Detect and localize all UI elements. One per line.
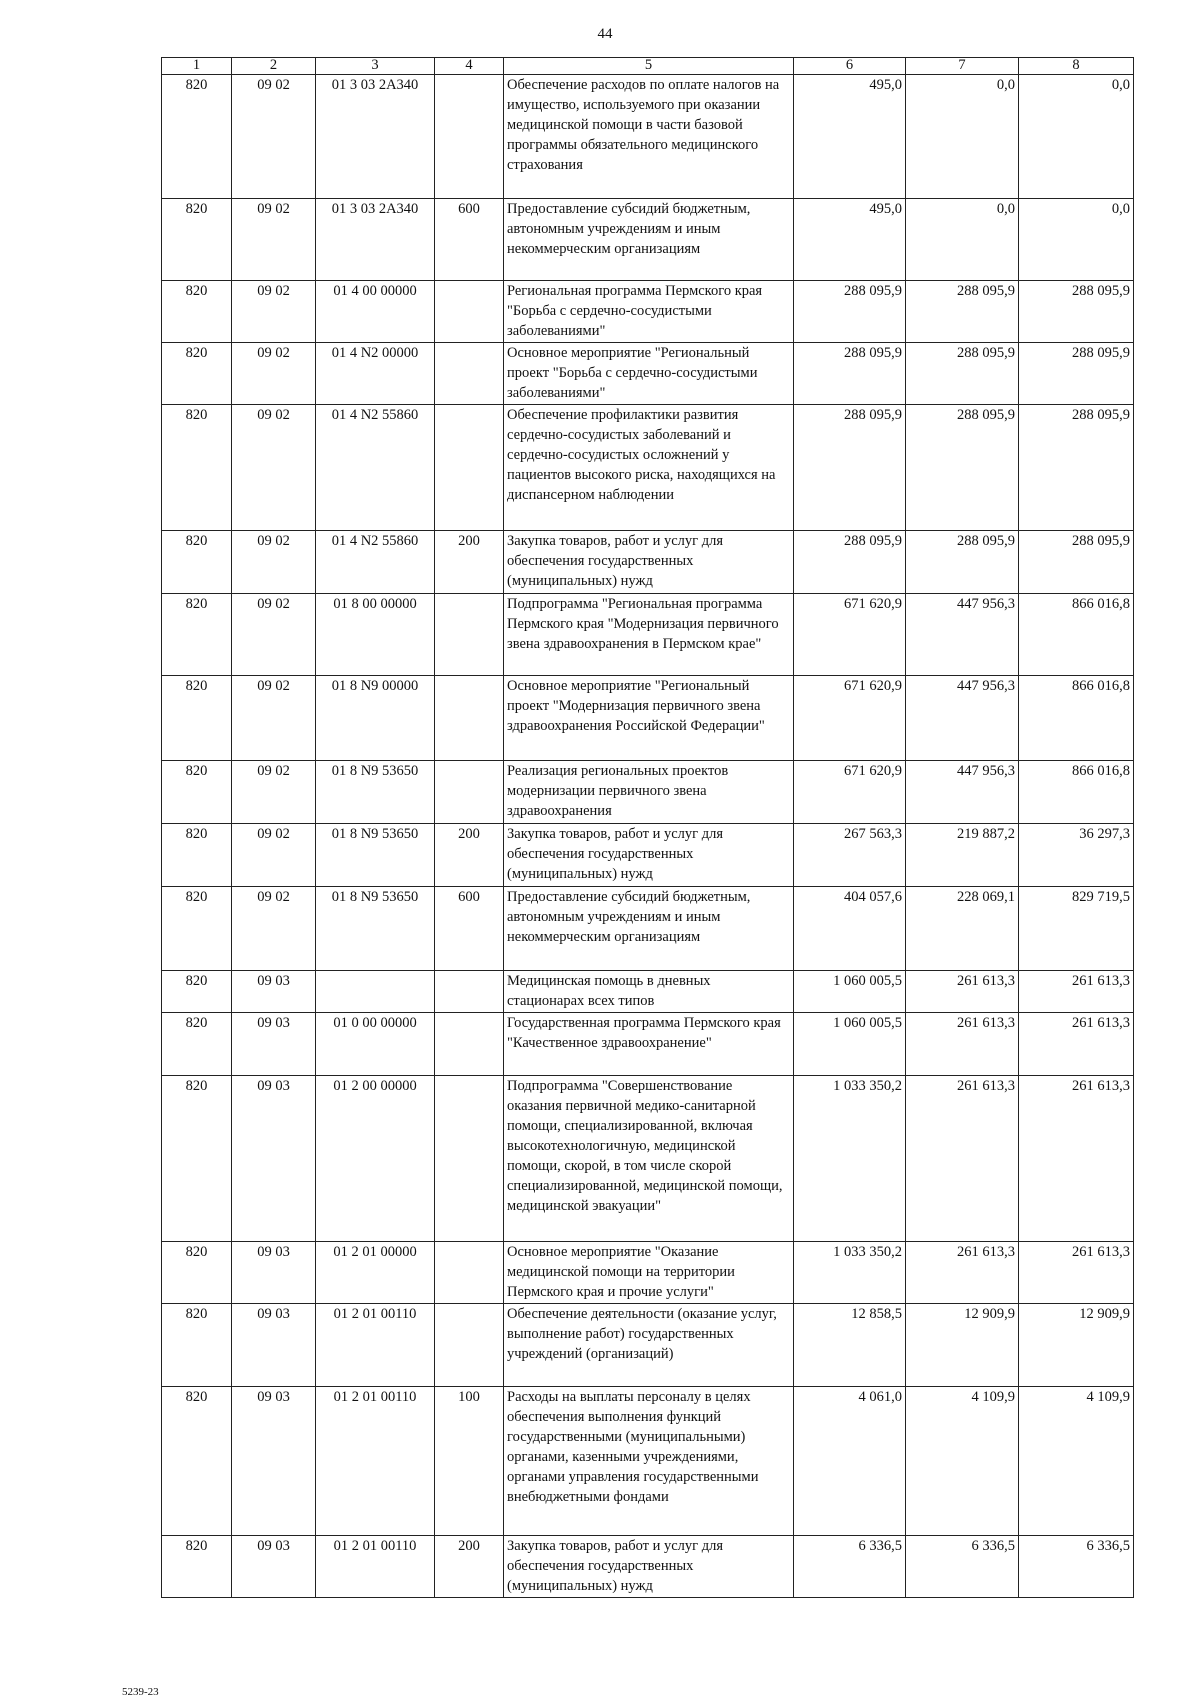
- expense-type-cell: [435, 1242, 504, 1304]
- table-row: [162, 1536, 1134, 1598]
- amount-cell-8: 288 095,9: [1019, 405, 1134, 531]
- amount-cell-6: 288 095,9: [794, 531, 906, 594]
- column-header: 8: [1019, 58, 1134, 75]
- amount-cell-7: 261 613,3: [906, 1076, 1019, 1242]
- target-article-cell: 01 4 00 00000: [316, 281, 435, 343]
- expense-type-cell: 200: [435, 531, 504, 594]
- expense-type-cell: [435, 594, 504, 676]
- expense-type-cell: [435, 281, 504, 343]
- expense-type-cell: [435, 676, 504, 761]
- description-cell: Реализация региональных проектов модернизации первичного звена здравоохранения: [504, 761, 794, 824]
- section-code-cell: 09 02: [232, 531, 316, 594]
- amount-cell-8: 288 095,9: [1019, 281, 1134, 343]
- amount-cell-7: 288 095,9: [906, 281, 1019, 343]
- amount-cell-6: 1 033 350,2: [794, 1076, 906, 1242]
- amount-cell-7: 4 109,9: [906, 1387, 1019, 1536]
- ministry-code-cell: 820: [162, 824, 232, 887]
- table-row: [162, 887, 1134, 971]
- description-cell: Предоставление субсидий бюджетным, автономным учреждениям и иным некоммерческим организациям: [504, 887, 794, 971]
- description-cell: Предоставление субсидий бюджетным, автономным учреждениям и иным некоммерческим организациям: [504, 199, 794, 281]
- table-row: [162, 1242, 1134, 1304]
- description-cell: Государственная программа Пермского края "Качественное здравоохранение": [504, 1013, 794, 1076]
- column-header: 3: [316, 58, 435, 75]
- amount-cell-6: 6 336,5: [794, 1536, 906, 1598]
- section-code-cell: 09 03: [232, 1536, 316, 1598]
- expense-type-cell: [435, 1076, 504, 1242]
- table-row: [162, 594, 1134, 676]
- section-code-cell: 09 02: [232, 405, 316, 531]
- expense-type-cell: 600: [435, 199, 504, 281]
- ministry-code-cell: 820: [162, 594, 232, 676]
- amount-cell-6: 1 060 005,5: [794, 1013, 906, 1076]
- amount-cell-8: 4 109,9: [1019, 1387, 1134, 1536]
- expense-type-cell: 600: [435, 887, 504, 971]
- amount-cell-6: 4 061,0: [794, 1387, 906, 1536]
- table-header-row: [162, 58, 1134, 75]
- amount-cell-7: 219 887,2: [906, 824, 1019, 887]
- ministry-code-cell: 820: [162, 343, 232, 405]
- column-header: 6: [794, 58, 906, 75]
- section-code-cell: 09 03: [232, 1387, 316, 1536]
- amount-cell-6: 288 095,9: [794, 343, 906, 405]
- ministry-code-cell: 820: [162, 1387, 232, 1536]
- amount-cell-6: 495,0: [794, 199, 906, 281]
- ministry-code-cell: 820: [162, 405, 232, 531]
- amount-cell-7: 0,0: [906, 75, 1019, 199]
- expense-type-cell: [435, 971, 504, 1013]
- amount-cell-7: 447 956,3: [906, 761, 1019, 824]
- amount-cell-7: 288 095,9: [906, 405, 1019, 531]
- section-code-cell: 09 02: [232, 761, 316, 824]
- description-cell: Расходы на выплаты персоналу в целях обеспечения выполнения функций государственными (муниципальными) органами, казенными учреждениями, органами управления государственными внебюджетными фондами: [504, 1387, 794, 1536]
- table-row: [162, 824, 1134, 887]
- description-cell: Закупка товаров, работ и услуг для обеспечения государственных (муниципальных) нужд: [504, 1536, 794, 1598]
- column-header: 4: [435, 58, 504, 75]
- target-article-cell: 01 2 01 00110: [316, 1536, 435, 1598]
- expense-type-cell: [435, 405, 504, 531]
- target-article-cell: 01 4 N2 55860: [316, 531, 435, 594]
- table-row: [162, 971, 1134, 1013]
- ministry-code-cell: 820: [162, 887, 232, 971]
- table-row: [162, 1013, 1134, 1076]
- amount-cell-7: 288 095,9: [906, 343, 1019, 405]
- target-article-cell: [316, 971, 435, 1013]
- section-code-cell: 09 02: [232, 824, 316, 887]
- amount-cell-8: 36 297,3: [1019, 824, 1134, 887]
- description-cell: Подпрограмма "Совершенствование оказания первичной медико-санитарной помощи, специализированной, включая высокотехнологичную, медицинской помощи, скорой, в том числе скорой специализированной, медицинской помощи, медицинской эвакуации": [504, 1076, 794, 1242]
- budget-table: [161, 57, 1134, 1598]
- column-header: 7: [906, 58, 1019, 75]
- column-header: 1: [162, 58, 232, 75]
- amount-cell-8: 6 336,5: [1019, 1536, 1134, 1598]
- expense-type-cell: [435, 1304, 504, 1387]
- amount-cell-6: 288 095,9: [794, 281, 906, 343]
- description-cell: Обеспечение профилактики развития сердечно-сосудистых заболеваний и сердечно-сосудистых осложнений у пациентов высокого риска, находящихся на диспансерном наблюдении: [504, 405, 794, 531]
- description-cell: Подпрограмма "Региональная программа Пермского края "Модернизация первичного звена здравоохранения в Пермском крае": [504, 594, 794, 676]
- amount-cell-6: 1 060 005,5: [794, 971, 906, 1013]
- description-cell: Обеспечение расходов по оплате налогов на имущество, используемого при оказании медицинской помощи в части базовой программы обязательного медицинского страхования: [504, 75, 794, 199]
- ministry-code-cell: 820: [162, 281, 232, 343]
- amount-cell-6: 495,0: [794, 75, 906, 199]
- expense-type-cell: [435, 75, 504, 199]
- target-article-cell: 01 2 01 00110: [316, 1304, 435, 1387]
- expense-type-cell: [435, 761, 504, 824]
- section-code-cell: 09 03: [232, 1242, 316, 1304]
- page-number: 44: [597, 26, 613, 42]
- target-article-cell: 01 2 00 00000: [316, 1076, 435, 1242]
- amount-cell-7: 447 956,3: [906, 594, 1019, 676]
- amount-cell-7: 288 095,9: [906, 531, 1019, 594]
- expense-type-cell: 200: [435, 1536, 504, 1598]
- amount-cell-6: 671 620,9: [794, 594, 906, 676]
- amount-cell-6: 288 095,9: [794, 405, 906, 531]
- ministry-code-cell: 820: [162, 199, 232, 281]
- amount-cell-8: 866 016,8: [1019, 676, 1134, 761]
- section-code-cell: 09 02: [232, 887, 316, 971]
- ministry-code-cell: 820: [162, 75, 232, 199]
- section-code-cell: 09 02: [232, 281, 316, 343]
- amount-cell-6: 404 057,6: [794, 887, 906, 971]
- target-article-cell: 01 8 N9 53650: [316, 887, 435, 971]
- expense-type-cell: 200: [435, 824, 504, 887]
- amount-cell-6: 671 620,9: [794, 676, 906, 761]
- amount-cell-8: 261 613,3: [1019, 1076, 1134, 1242]
- amount-cell-6: 671 620,9: [794, 761, 906, 824]
- amount-cell-8: 12 909,9: [1019, 1304, 1134, 1387]
- column-header: 5: [504, 58, 794, 75]
- ministry-code-cell: 820: [162, 761, 232, 824]
- target-article-cell: 01 4 N2 55860: [316, 405, 435, 531]
- table-row: [162, 281, 1134, 343]
- ministry-code-cell: 820: [162, 531, 232, 594]
- ministry-code-cell: 820: [162, 676, 232, 761]
- table-row: [162, 676, 1134, 761]
- section-code-cell: 09 03: [232, 1076, 316, 1242]
- target-article-cell: 01 3 03 2А340: [316, 75, 435, 199]
- target-article-cell: 01 8 N9 00000: [316, 676, 435, 761]
- description-cell: Медицинская помощь в дневных стационарах всех типов: [504, 971, 794, 1013]
- amount-cell-8: 0,0: [1019, 75, 1134, 199]
- amount-cell-8: 261 613,3: [1019, 971, 1134, 1013]
- table-row: [162, 1304, 1134, 1387]
- ministry-code-cell: 820: [162, 1242, 232, 1304]
- table-row: [162, 1076, 1134, 1242]
- ministry-code-cell: 820: [162, 1076, 232, 1242]
- description-cell: Обеспечение деятельности (оказание услуг, выполнение работ) государственных учреждений (организаций): [504, 1304, 794, 1387]
- target-article-cell: 01 3 03 2А340: [316, 199, 435, 281]
- expense-type-cell: [435, 1013, 504, 1076]
- amount-cell-7: 6 336,5: [906, 1536, 1019, 1598]
- description-cell: Региональная программа Пермского края "Борьба с сердечно-сосудистыми заболеваниями": [504, 281, 794, 343]
- description-cell: Основное мероприятие "Региональный проект "Борьба с сердечно-сосудистыми заболеваниями": [504, 343, 794, 405]
- amount-cell-8: 288 095,9: [1019, 531, 1134, 594]
- amount-cell-7: 261 613,3: [906, 1242, 1019, 1304]
- target-article-cell: 01 8 N9 53650: [316, 761, 435, 824]
- ministry-code-cell: 820: [162, 1304, 232, 1387]
- column-header: 2: [232, 58, 316, 75]
- description-cell: Основное мероприятие "Региональный проект "Модернизация первичного звена здравоохранения Российской Федерации": [504, 676, 794, 761]
- amount-cell-8: 261 613,3: [1019, 1242, 1134, 1304]
- target-article-cell: 01 2 01 00000: [316, 1242, 435, 1304]
- amount-cell-8: 288 095,9: [1019, 343, 1134, 405]
- section-code-cell: 09 02: [232, 199, 316, 281]
- amount-cell-6: 12 858,5: [794, 1304, 906, 1387]
- amount-cell-8: 0,0: [1019, 199, 1134, 281]
- amount-cell-7: 0,0: [906, 199, 1019, 281]
- description-cell: Закупка товаров, работ и услуг для обеспечения государственных (муниципальных) нужд: [504, 824, 794, 887]
- amount-cell-7: 12 909,9: [906, 1304, 1019, 1387]
- target-article-cell: 01 8 N9 53650: [316, 824, 435, 887]
- document-code: 5239-23: [122, 1686, 159, 1698]
- description-cell: Основное мероприятие "Оказание медицинской помощи на территории Пермского края и прочие услуги": [504, 1242, 794, 1304]
- expense-type-cell: [435, 343, 504, 405]
- amount-cell-6: 267 563,3: [794, 824, 906, 887]
- amount-cell-8: 866 016,8: [1019, 594, 1134, 676]
- target-article-cell: 01 2 01 00110: [316, 1387, 435, 1536]
- section-code-cell: 09 02: [232, 676, 316, 761]
- table-row: [162, 75, 1134, 199]
- description-cell: Закупка товаров, работ и услуг для обеспечения государственных (муниципальных) нужд: [504, 531, 794, 594]
- target-article-cell: 01 8 00 00000: [316, 594, 435, 676]
- target-article-cell: 01 4 N2 00000: [316, 343, 435, 405]
- table-row: [162, 531, 1134, 594]
- table-row: [162, 199, 1134, 281]
- amount-cell-7: 261 613,3: [906, 1013, 1019, 1076]
- amount-cell-7: 261 613,3: [906, 971, 1019, 1013]
- section-code-cell: 09 02: [232, 343, 316, 405]
- amount-cell-7: 447 956,3: [906, 676, 1019, 761]
- table-row: [162, 761, 1134, 824]
- target-article-cell: 01 0 00 00000: [316, 1013, 435, 1076]
- table-row: [162, 1387, 1134, 1536]
- section-code-cell: 09 03: [232, 971, 316, 1013]
- amount-cell-7: 228 069,1: [906, 887, 1019, 971]
- section-code-cell: 09 03: [232, 1304, 316, 1387]
- table-row: [162, 405, 1134, 531]
- section-code-cell: 09 02: [232, 75, 316, 199]
- section-code-cell: 09 03: [232, 1013, 316, 1076]
- section-code-cell: 09 02: [232, 594, 316, 676]
- amount-cell-8: 829 719,5: [1019, 887, 1134, 971]
- amount-cell-8: 261 613,3: [1019, 1013, 1134, 1076]
- ministry-code-cell: 820: [162, 971, 232, 1013]
- ministry-code-cell: 820: [162, 1536, 232, 1598]
- amount-cell-8: 866 016,8: [1019, 761, 1134, 824]
- amount-cell-6: 1 033 350,2: [794, 1242, 906, 1304]
- ministry-code-cell: 820: [162, 1013, 232, 1076]
- expense-type-cell: 100: [435, 1387, 504, 1536]
- table-row: [162, 343, 1134, 405]
